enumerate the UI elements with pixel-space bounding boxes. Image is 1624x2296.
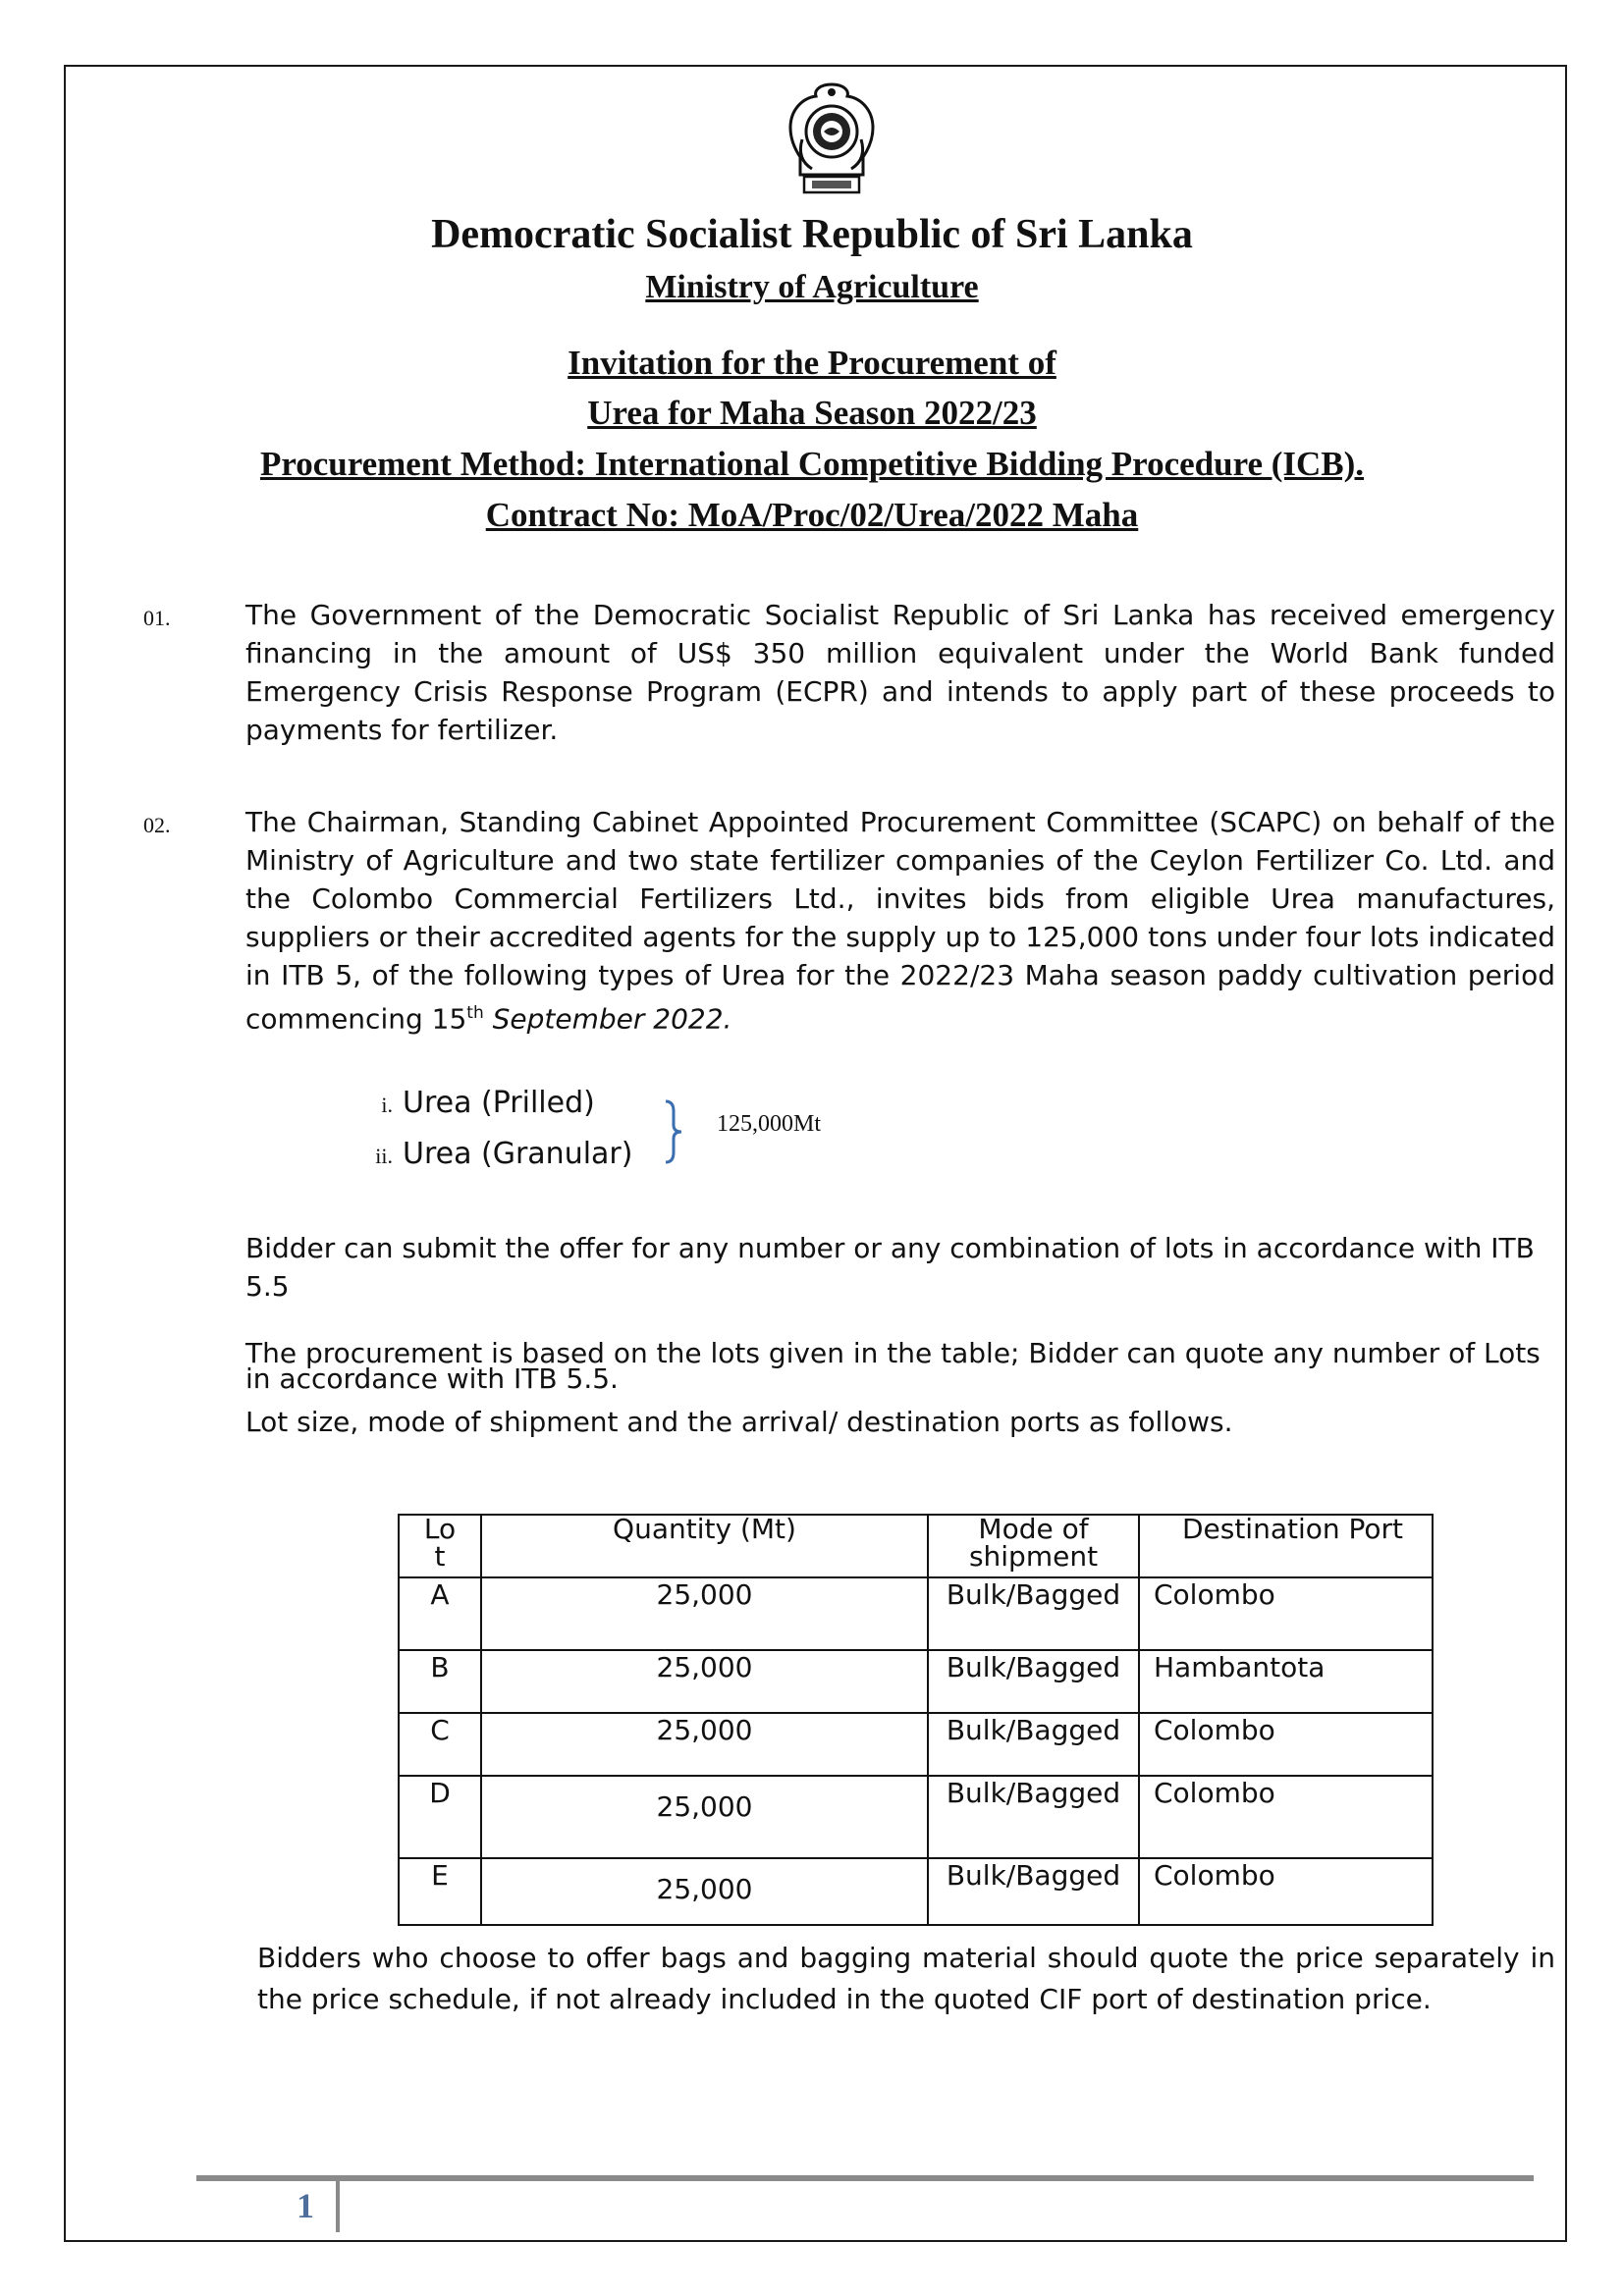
cell-lot: C bbox=[399, 1713, 481, 1776]
bidder-note-2: The procurement is based on the lots given in the table; Bidder can quote any number of Lots in accordance with ITB 5.5. bbox=[245, 1337, 1541, 1395]
cell-lot: A bbox=[399, 1577, 481, 1650]
header-quantity: Quantity (Mt) bbox=[481, 1515, 928, 1577]
cell-port: Colombo bbox=[1139, 1776, 1433, 1858]
footer-divider bbox=[336, 2181, 340, 2232]
cell-quantity: 25,000 bbox=[481, 1776, 928, 1858]
paragraph-invitation bbox=[245, 803, 1555, 1038]
cell-port: Colombo bbox=[1139, 1577, 1433, 1650]
procurement-method: Procurement Method: International Competitive Bidding Procedure (ICB). bbox=[259, 445, 1365, 483]
cell-quantity: 25,000 bbox=[481, 1650, 928, 1713]
urea-total-quantity: 125,000Mt bbox=[717, 1111, 822, 1137]
table-row bbox=[399, 1776, 1433, 1858]
urea-type-item bbox=[357, 1086, 595, 1120]
cell-mode: Bulk/Bagged bbox=[928, 1650, 1139, 1713]
cell-lot: E bbox=[399, 1858, 481, 1925]
table-row bbox=[399, 1713, 1433, 1776]
cell-quantity: 25,000 bbox=[481, 1858, 928, 1925]
paragraph-number: 01. bbox=[143, 606, 171, 630]
urea-type-item bbox=[357, 1137, 632, 1171]
sri-lanka-emblem-icon bbox=[783, 80, 881, 196]
item-numeral: i. bbox=[381, 1093, 393, 1117]
bidder-note-1: Bidder can submit the offer for any number or any combination of lots in accordance with ITB 5.5 bbox=[245, 1232, 1535, 1303]
lots-table bbox=[398, 1514, 1434, 1926]
header-mode bbox=[928, 1515, 1139, 1577]
cell-quantity: 25,000 bbox=[481, 1577, 928, 1650]
cell-mode: Bulk/Bagged bbox=[928, 1776, 1139, 1858]
cell-port: Colombo bbox=[1139, 1713, 1433, 1776]
right-brace-icon bbox=[660, 1099, 699, 1164]
cell-lot: B bbox=[399, 1650, 481, 1713]
ministry-title: Ministry of Agriculture bbox=[645, 269, 979, 305]
table-header-row bbox=[399, 1515, 1433, 1577]
bidder-note-3: Lot size, mode of shipment and the arrival/ destination ports as follows. bbox=[245, 1406, 1233, 1438]
table-row bbox=[399, 1577, 1433, 1650]
item-label: Urea (Granular) bbox=[403, 1137, 633, 1171]
header-port: Destination Port bbox=[1139, 1515, 1433, 1577]
invitation-title-line2: Urea for Maha Season 2022/23 bbox=[587, 394, 1037, 432]
invitation-title-line1: Invitation for the Procurement of bbox=[568, 344, 1056, 382]
cell-mode: Bulk/Bagged bbox=[928, 1577, 1139, 1650]
table-row bbox=[399, 1650, 1433, 1713]
bagging-note: Bidders who choose to offer bags and bagging material should quote the price separately in the price schedule, if not already included in the quoted CIF port of destination price. bbox=[257, 1942, 1555, 2015]
footer-rule bbox=[196, 2175, 1534, 2181]
cell-lot: D bbox=[399, 1776, 481, 1858]
paragraph-number: 02. bbox=[143, 813, 171, 837]
cell-port: Hambantota bbox=[1139, 1650, 1433, 1713]
contract-number: Contract No: MoA/Proc/02/Urea/2022 Maha bbox=[485, 496, 1139, 534]
paragraph-text-end: September 2022. bbox=[483, 1002, 732, 1036]
cell-mode: Bulk/Bagged bbox=[928, 1858, 1139, 1925]
page-number: 1 bbox=[297, 2186, 314, 2225]
cell-port: Colombo bbox=[1139, 1858, 1433, 1925]
paragraph-text: The Chairman, Standing Cabinet Appointed Procurement Committee (SCAPC) on behalf of the Ministry of Agriculture and two state fertilizer companies of the Ceylon Fertilizer Co. Ltd. and the Colombo Commercial Fertilizers Ltd., invites bids from eligible Urea manufactures, suppliers or their accredited agents for the supply up to 125,000 tons under four lots indicated in ITB 5, of the following types of Urea for the 2022/23 Maha season paddy cultivation period commencing 15 bbox=[245, 806, 1555, 1036]
header-mode-line2: shipment bbox=[968, 1540, 1099, 1573]
cell-quantity: 25,000 bbox=[481, 1713, 928, 1776]
country-title: Democratic Socialist Republic of Sri Lanka bbox=[431, 212, 1193, 257]
table-row bbox=[399, 1858, 1433, 1925]
ordinal-suffix: th bbox=[466, 1003, 484, 1023]
header-lot-line2: t bbox=[434, 1540, 446, 1573]
item-label: Urea (Prilled) bbox=[403, 1086, 595, 1120]
header-mode-line1: Mode of bbox=[978, 1513, 1089, 1545]
item-numeral: ii. bbox=[375, 1144, 393, 1168]
cell-mode: Bulk/Bagged bbox=[928, 1713, 1139, 1776]
paragraph-financing: The Government of the Democratic Socialist Republic of Sri Lanka has received emergency financing in the amount of US$ 350 million equivalent under the World Bank funded Emergency Crisis Response Program (ECPR) and intends to apply part of these proceeds to payments for fertilizer. bbox=[245, 599, 1555, 746]
header-lot-line1: Lo bbox=[423, 1513, 457, 1545]
header-lot bbox=[399, 1515, 481, 1577]
